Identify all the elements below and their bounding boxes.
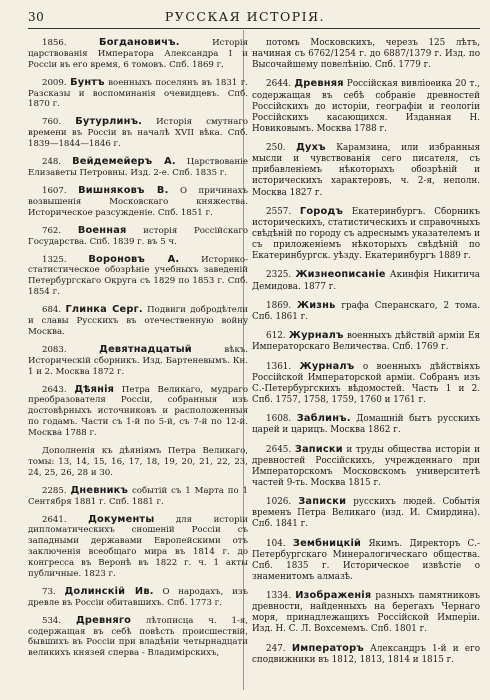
entry-text: Домашній бытъ русскихъ царей и царицъ. Москва 1862 г. — [252, 414, 480, 436]
entry-text: лѣтописца ч. 1-я, содержащая въ себѣ повѣсть происшествій, бывшихъ въ Россіи при владѣніи четырнадцати великихъ князей сперва - Владимірскихъ, — [28, 615, 249, 659]
entry-number: 247. — [266, 643, 286, 654]
catalog-entry — [252, 78, 480, 134]
entry-number: 2285. — [42, 485, 67, 496]
catalog-entry — [28, 78, 248, 111]
entry-text: О народахъ, изъ древле въ Россіи обитавшихъ. Спб. 1773 г. — [28, 586, 248, 608]
catalog-entry — [28, 515, 248, 580]
entry-keyword: Дневникъ — [70, 484, 129, 496]
catalog-entry — [252, 413, 480, 436]
entry-keyword: Военная — [77, 224, 127, 236]
entry-text: военныхъ дѣйствій арміи Ея Императорскаго Величества. Спб. 1769 г. — [252, 331, 480, 353]
entry-number: 250. — [266, 143, 286, 154]
entry-text: исторія Россійскаго Государства. Спб. 1839 г. въ 5 ч. — [28, 225, 249, 247]
entry-text: вѣкъ. Историческій сборникъ. Изд. Бартеневымъ. Кн. 1 и 2. Москва 1872 г. — [28, 344, 249, 377]
entry-number: 612. — [266, 331, 286, 342]
running-title: РУССКАЯ ИСТОРІЯ. — [164, 9, 326, 24]
entry-text: потомъ Московскихъ, черезъ 125 лѣтъ, начиная съ 6762/1254 г. до 6887/1379 г. Изд. по Высочайшему повелѣнію. Спб. 1779 г. — [252, 38, 480, 71]
entry-keyword: Городъ — [299, 205, 344, 217]
entry-number: 1026. — [266, 497, 292, 508]
entry-number: 1607. — [42, 186, 67, 197]
entry-number: 248. — [42, 157, 62, 168]
entry-number: 2325. — [266, 270, 292, 281]
catalog-entry — [28, 186, 248, 219]
entry-keyword: Девятнадцатый — [99, 343, 192, 355]
entry-number: 2641. — [42, 514, 67, 525]
entry-text: событій съ 1 Марта по 1 Сентября 1881 г. Спб. 1881 г. — [28, 485, 249, 507]
entry-keyword: Вишняковъ В. — [78, 185, 169, 197]
catalog-entry — [28, 345, 248, 378]
entry-keyword: Императоръ — [291, 642, 364, 654]
entry-keyword: Зембницкій — [292, 537, 362, 549]
entry-keyword: Журналъ — [299, 360, 355, 372]
entry-text: Петра Великаго, мудраго преобразователя Россіи, собранныя изъ достовѣрныхъ источниковъ и расположенныя по годамъ. Части съ 1-й по 5-й, съ 7-й по 12-й. Москва 1788 г. — [28, 384, 249, 438]
entry-keyword: Записки — [298, 496, 347, 508]
catalog-entry — [28, 385, 248, 439]
entry-text: Акинфія Никитича Демидова. 1877 г. — [252, 270, 481, 292]
entry-number: 2557. — [266, 206, 292, 217]
catalog-entry — [28, 446, 248, 479]
catalog-entry — [252, 330, 480, 353]
entry-keyword: Духъ — [296, 142, 326, 154]
entry-number: 104. — [266, 538, 286, 549]
entry-keyword: Богдановичъ. — [99, 37, 180, 48]
entry-number: 1361. — [266, 361, 292, 372]
entry-keyword: Записки — [294, 443, 343, 455]
entry-number: 73. — [42, 586, 56, 597]
entry-text: Россійская вивліоѳика 20 т., содержащая въ себѣ собраніе древностей Россійскихъ до исторіи, географіи и геологіи Россійскихъ касающихся. Изданная Н. Новиковымъ. Москва 1788 г. — [252, 79, 481, 134]
catalog-entry — [28, 157, 248, 179]
entry-keyword: Заблинъ. — [296, 413, 351, 425]
entry-text: Александръ 1-й и его сподвижники въ 1812, 1813, 1814 и 1815 г. — [252, 643, 480, 665]
entry-text: Историко-статистическое обозрѣніе учебныхъ заведеній Петербургскаго Округа съ 1829 по 1853 г. Спб. 1854 г. — [28, 254, 249, 298]
entry-keyword: Изображенія — [295, 590, 372, 602]
entry-number: 760. — [42, 117, 62, 128]
catalog-entry — [252, 538, 480, 583]
entry-text: Якимъ. Директоръ С.-Петербургскаго Минералогическаго общества. Спб. 1835 г. Историческое извѣстіе о знаменитомъ алмазѣ. — [252, 538, 481, 582]
entry-keyword: Вороновъ А. — [88, 253, 180, 265]
entry-text: Екатеринбургъ. Сборникъ историческихъ, статистическихъ и справочныхъ свѣдѣній по городу съ адреснымъ указателемъ и съ приложеніемъ нѣкоторыхъ свѣдѣній по Екатеринбургск. уѣзду. Екатеринбургъ 1889 г. — [252, 206, 481, 262]
catalog-entry — [252, 142, 480, 198]
entry-number: 2083. — [42, 344, 67, 355]
catalog-entry — [252, 269, 480, 292]
entry-text: и труды общества исторіи и древностей Россійскихъ, учрежденнаго при Императорскомъ Московскомъ университетѣ частей 9-ть. Москва 1815 г. — [252, 444, 481, 488]
entry-keyword: Бутурлинъ. — [75, 116, 143, 128]
catalog-entry — [28, 616, 248, 659]
entry-keyword: Бунтъ — [70, 76, 105, 88]
entry-number: 1869. — [266, 300, 292, 311]
entry-number: 2645. — [266, 444, 292, 455]
entry-text: Дополненія къ дѣяніямъ Петра Великаго, томы: 13, 14, 15, 16, 17, 18, 19, 20, 21, 22, 23, 24, 25, 26, 28 и 30. — [28, 446, 248, 478]
catalog-entry — [28, 117, 248, 150]
right-column — [252, 38, 480, 673]
entry-text: Исторія смутнаго времени въ Россіи въ началѣ XVII вѣка. Спб. 1839—1844—1846 г. — [28, 117, 248, 150]
catalog-entry — [28, 486, 248, 508]
entry-keyword: Долинскій Ив. — [64, 585, 154, 597]
entry-number: 1856. — [42, 38, 67, 48]
left-column — [28, 38, 248, 666]
entry-keyword: Жизнеописаніе — [295, 269, 386, 281]
entry-number: 762. — [42, 225, 62, 236]
entry-number: 684. — [42, 305, 62, 316]
catalog-entry — [252, 496, 480, 530]
entry-number: 1608. — [266, 414, 292, 425]
page-header — [0, 0, 490, 28]
catalog-entry — [252, 300, 480, 323]
entry-number: 1325. — [42, 254, 67, 265]
entry-keyword: Глинка Серг. — [65, 304, 143, 316]
entry-keyword: Документы — [88, 513, 155, 525]
page-number: 30 — [28, 10, 45, 24]
catalog-entry — [28, 38, 248, 71]
entry-keyword: Вейдемейеръ А. — [72, 156, 176, 168]
entry-keyword: Древняя — [294, 78, 344, 90]
entry-number: 534. — [42, 615, 62, 626]
entry-number: 2643. — [42, 384, 67, 395]
entry-keyword: Журналъ — [288, 330, 344, 342]
entry-keyword: Жизнь — [297, 299, 336, 311]
header-rule — [28, 28, 480, 29]
entry-keyword: Древняго — [75, 614, 132, 626]
catalog-entry — [28, 226, 248, 248]
entry-number: 2644. — [266, 79, 292, 90]
entry-text: разныхъ памятниковъ древности, найденныхъ на берегахъ Чернаго моря, принадлежащихъ Россійской Имперіи. Изд. Н. С. Л. Вохсемемъ. Спб. 1801 г. — [252, 591, 481, 635]
catalog-entry — [252, 643, 480, 666]
catalog-entry — [252, 361, 480, 406]
entry-keyword: Дѣянія — [74, 383, 115, 395]
entry-number: 1334. — [266, 591, 292, 602]
entry-text: Карамзина, или избранныя мысли и чувствованія сего писателя, съ прибавленіемъ нѣкоторыхъ обозрѣній и историческихъ характеровъ, ч. 2-я, неполн. Москва 1827 г. — [252, 143, 481, 198]
catalog-entry — [28, 255, 248, 298]
entry-text: Подвиги добродѣтели и славы Русскихъ въ отечественную войну Москва. — [28, 305, 249, 337]
catalog-entry — [28, 587, 248, 609]
catalog-entry — [252, 206, 480, 262]
entry-text: графа Сперанскаго, 2 тома. Спб. 1861 г. — [252, 300, 481, 322]
catalog-entry — [252, 38, 480, 71]
entry-text: О причинахъ возвышенія Московскаго княжества. Историческое разсужденіе. Спб. 1851 г. — [28, 186, 248, 218]
entry-text: военныхъ поселянъ въ 1831 г. Разсказы и воспоминанія очевидцевъ. Спб. 1870 г. — [28, 77, 248, 110]
entry-text: для исторіи дипломатическихъ сношеній Россіи съ западными державами Европейскими отъ заключенія всеобщаго мира въ 1814 г. до конгресса въ Веронѣ въ 1822 г. ч. 1 акты публичные. 1823 г. — [28, 514, 249, 579]
entry-text: Царствованіе Елизаветы Петровны. Изд. 2-е. Спб. 1835 г. — [28, 157, 248, 178]
catalog-entry — [252, 590, 480, 635]
entry-number: 2009. — [42, 77, 67, 88]
entry-text: русскихъ людей. Событія временъ Петра Великаго (изд. И. Смирдина). Спб. 1841 г. — [252, 497, 481, 530]
entry-text: Исторія царствованія Императора Александра I и Россіи въ его время, 6 томовъ. Спб. 1869 г. — [28, 38, 248, 70]
entry-text: о военныхъ дѣйствіяхъ Россійской Императорской арміи. Собранъ изъ С.-Петербургскихъ вѣдомостей. Часть 1 и 2. Спб. 1757, 1758, 1759, 1760 и 1761 г. — [252, 361, 480, 405]
catalog-entry — [252, 444, 480, 489]
catalog-entry — [28, 305, 248, 338]
